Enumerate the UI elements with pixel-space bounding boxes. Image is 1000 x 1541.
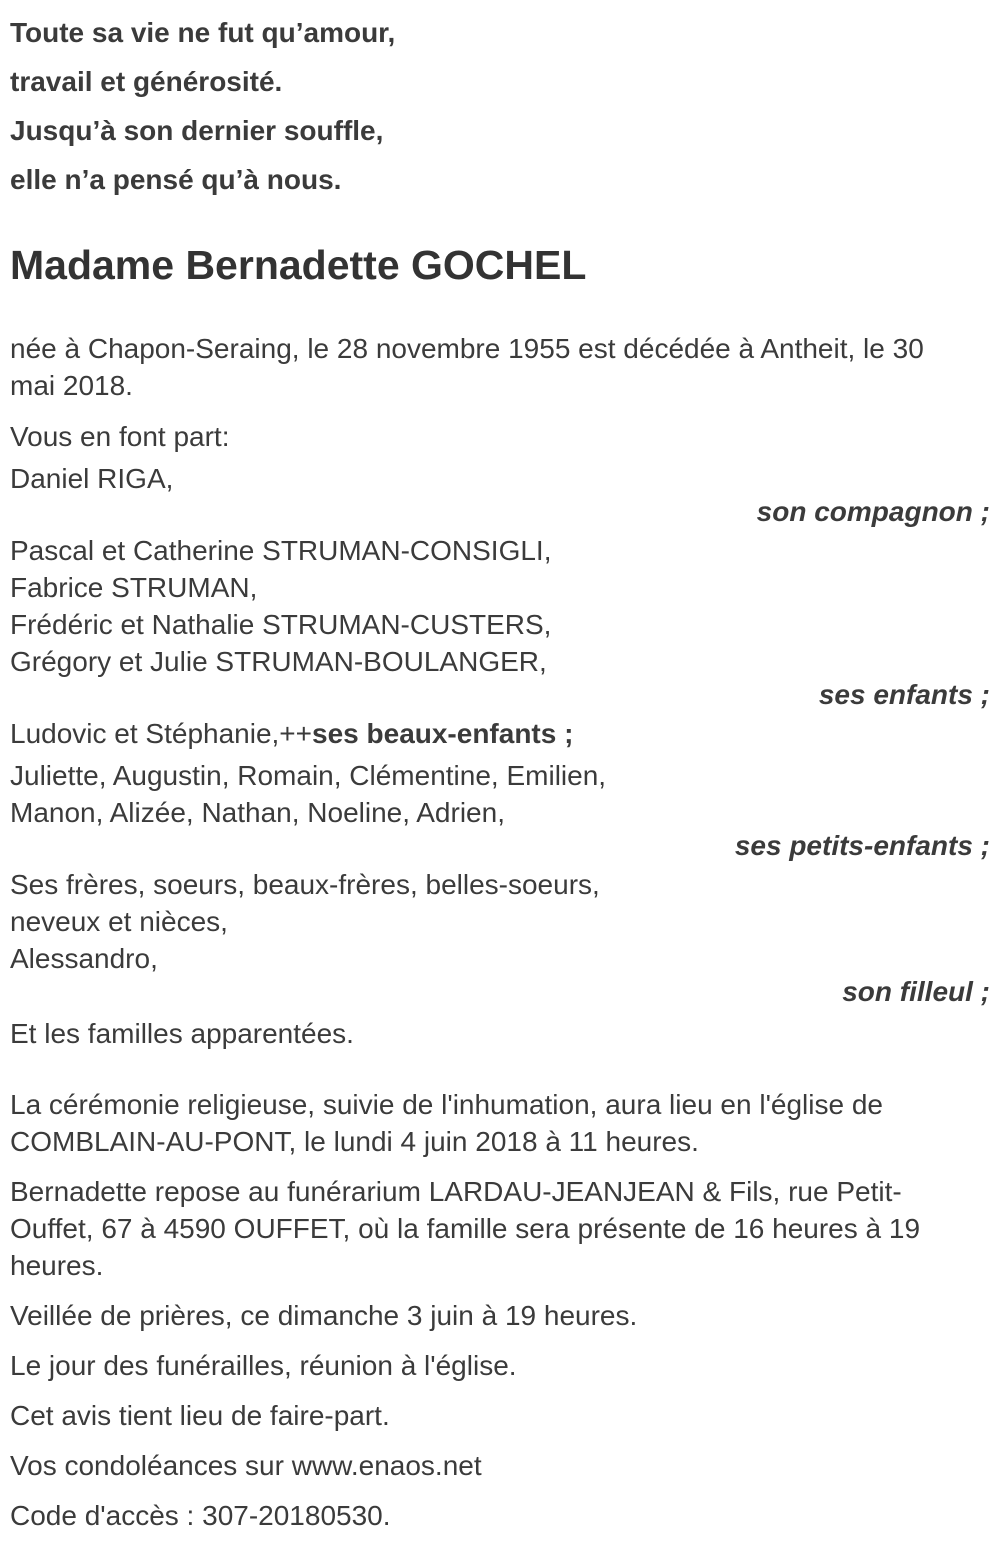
family-member-line: Juliette, Augustin, Romain, Clémentine, Emilien, bbox=[10, 760, 607, 791]
reunion-paragraph: Le jour des funérailles, réunion à l'église. bbox=[10, 1350, 517, 1381]
family-member-line bbox=[10, 715, 990, 752]
family-member-line: Pascal et Catherine STRUMAN-CONSIGLI, bbox=[10, 535, 552, 566]
family-member-line: neveux et nièces, bbox=[10, 906, 228, 937]
family-group-companion bbox=[10, 460, 990, 527]
death-announcement-text: née à Chapon-Seraing, le 28 novembre 1955 est décédée à Antheit, le 30 mai 2018. bbox=[10, 333, 924, 401]
family-member-line: Frédéric et Nathalie STRUMAN-CUSTERS, bbox=[10, 609, 552, 640]
announcement-lead: Vous en font part: bbox=[10, 421, 230, 452]
deceased-name: Madame Bernadette GOCHEL bbox=[10, 242, 587, 288]
relation-label: ses enfants ; bbox=[818, 679, 990, 710]
notice-statement-paragraph: Cet avis tient lieu de faire-part. bbox=[10, 1400, 390, 1431]
family-member-line: Manon, Alizée, Nathan, Noeline, Adrien, bbox=[10, 797, 505, 828]
families-closing: Et les familles apparentées. bbox=[10, 1018, 354, 1049]
relation-label: son compagnon ; bbox=[756, 496, 990, 527]
funeral-details bbox=[10, 1086, 990, 1534]
family-group-stepchildren bbox=[10, 715, 990, 752]
family-member-line: Daniel RIGA, bbox=[10, 463, 174, 494]
family-member-line: Fabrice STRUMAN, bbox=[10, 572, 258, 603]
funeral-home-paragraph: Bernadette repose au funérarium LARDAU-JEANJEAN & Fils, rue Petit-Ouffet, 67 à 4590 OUFFET, où la famille sera présente de 16 heures à 19 heures. bbox=[10, 1176, 921, 1281]
relation-label: ses petits-enfants ; bbox=[734, 830, 990, 861]
vigil-paragraph: Veillée de prières, ce dimanche 3 juin à 19 heures. bbox=[10, 1300, 638, 1331]
family-member-line: Grégory et Julie STRUMAN-BOULANGER, bbox=[10, 646, 547, 677]
epigraph bbox=[10, 8, 990, 204]
epigraph-line: Jusqu’à son dernier souffle, bbox=[10, 115, 384, 146]
relation-label: son filleul ; bbox=[842, 976, 990, 1007]
family-group-siblings-godson bbox=[10, 866, 990, 1007]
family-group-grandchildren bbox=[10, 757, 990, 861]
family-member-line: Alessandro, bbox=[10, 943, 158, 974]
family-member-line: Ses frères, soeurs, beaux-frères, belles-soeurs, bbox=[10, 869, 600, 900]
ceremony-paragraph: La cérémonie religieuse, suivie de l'inhumation, aura lieu en l'église de COMBLAIN-AU-PONT, le lundi 4 juin 2018 à 11 heures. bbox=[10, 1089, 883, 1157]
epigraph-line: Toute sa vie ne fut qu’amour, bbox=[10, 17, 396, 48]
epigraph-line: travail et générosité. bbox=[10, 66, 283, 97]
epigraph-line: elle n’a pensé qu’à nous. bbox=[10, 164, 342, 195]
family-group-children bbox=[10, 532, 990, 710]
condolences-paragraph: Vos condoléances sur www.enaos.net bbox=[10, 1450, 482, 1481]
access-code-paragraph: Code d'accès : 307-20180530. bbox=[10, 1500, 391, 1531]
relation-inline-label: ses beaux-enfants ; bbox=[312, 718, 574, 749]
family-member-names: Ludovic et Stéphanie,++ bbox=[10, 718, 313, 749]
